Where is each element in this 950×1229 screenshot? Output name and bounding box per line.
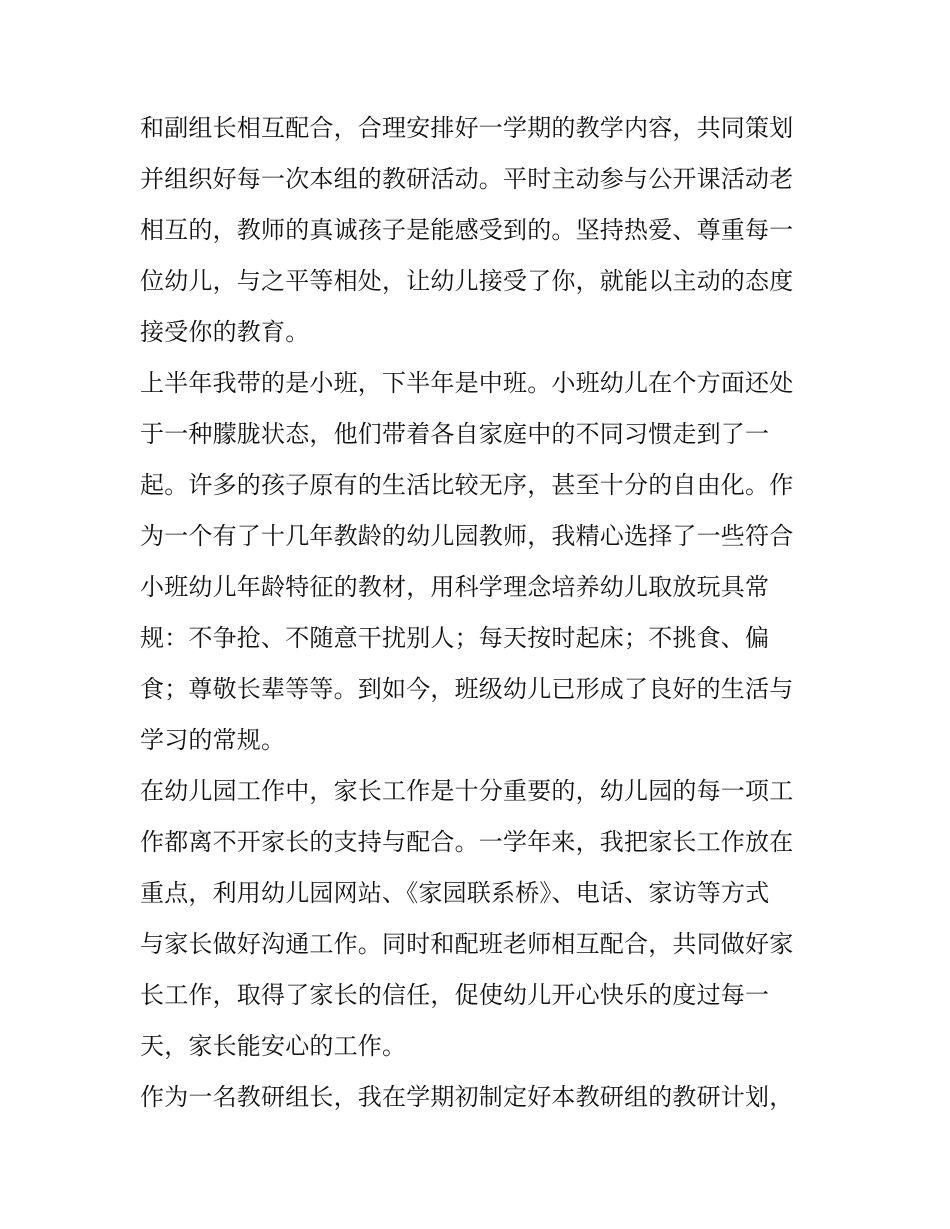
text-line-7: 于一种朦胧状态，他们带着各自家庭中的不同习惯走到了一 xyxy=(140,420,770,448)
text-line-20: 作为一名教研组长，我在学期初制定好本教研组的教研计划， xyxy=(140,1083,794,1111)
text-line-2: 并组织好每一次本组的教研活动。平时主动参与公开课活动老 xyxy=(140,165,794,193)
text-line-10: 小班幼儿年龄特征的教材，用科学理念培养幼儿取放玩具常 xyxy=(140,573,770,601)
text-line-15: 作都离不开家长的支持与配合。一学年来，我把家长工作放在 xyxy=(140,828,794,856)
body-text xyxy=(140,103,812,1123)
text-line-4: 位幼儿，与之平等相处，让幼儿接受了你，就能以主动的态度 xyxy=(140,267,794,295)
text-line-11: 规：不争抢、不随意干扰别人；每天按时起床；不挑食、偏 xyxy=(140,624,770,652)
text-line-1: 和副组长相互配合，合理安排好一学期的教学内容，共同策划 xyxy=(140,114,794,142)
text-line-3: 相互的，教师的真诚孩子是能感受到的。坚持热爱、尊重每一 xyxy=(140,216,794,244)
text-line-6: 上半年我带的是小班，下半年是中班。小班幼儿在个方面还处 xyxy=(140,369,794,397)
text-line-12: 食；尊敬长辈等等。到如今，班级幼儿已形成了良好的生活与 xyxy=(140,675,794,703)
text-line-14: 在幼儿园工作中，家长工作是十分重要的，幼儿园的每一项工 xyxy=(140,777,794,805)
text-line-9: 为一个有了十几年教龄的幼儿园教师，我精心选择了一些符合 xyxy=(140,522,794,550)
text-line-17: 与家长做好沟通工作。同时和配班老师相互配合，共同做好家 xyxy=(140,930,794,958)
text-line-8: 起。许多的孩子原有的生活比较无序，甚至十分的自由化。作 xyxy=(140,471,794,499)
text-line-16: 重点，利用幼儿园网站、《家园联系桥》、电话、家访等方式 xyxy=(140,879,770,907)
text-line-13: 学习的常规。 xyxy=(140,726,286,754)
text-line-5: 接受你的教育。 xyxy=(140,318,310,346)
text-line-19: 天，家长能安心的工作。 xyxy=(140,1032,407,1060)
text-line-18: 长工作，取得了家长的信任，促使幼儿开心快乐的度过每一 xyxy=(140,981,770,1009)
